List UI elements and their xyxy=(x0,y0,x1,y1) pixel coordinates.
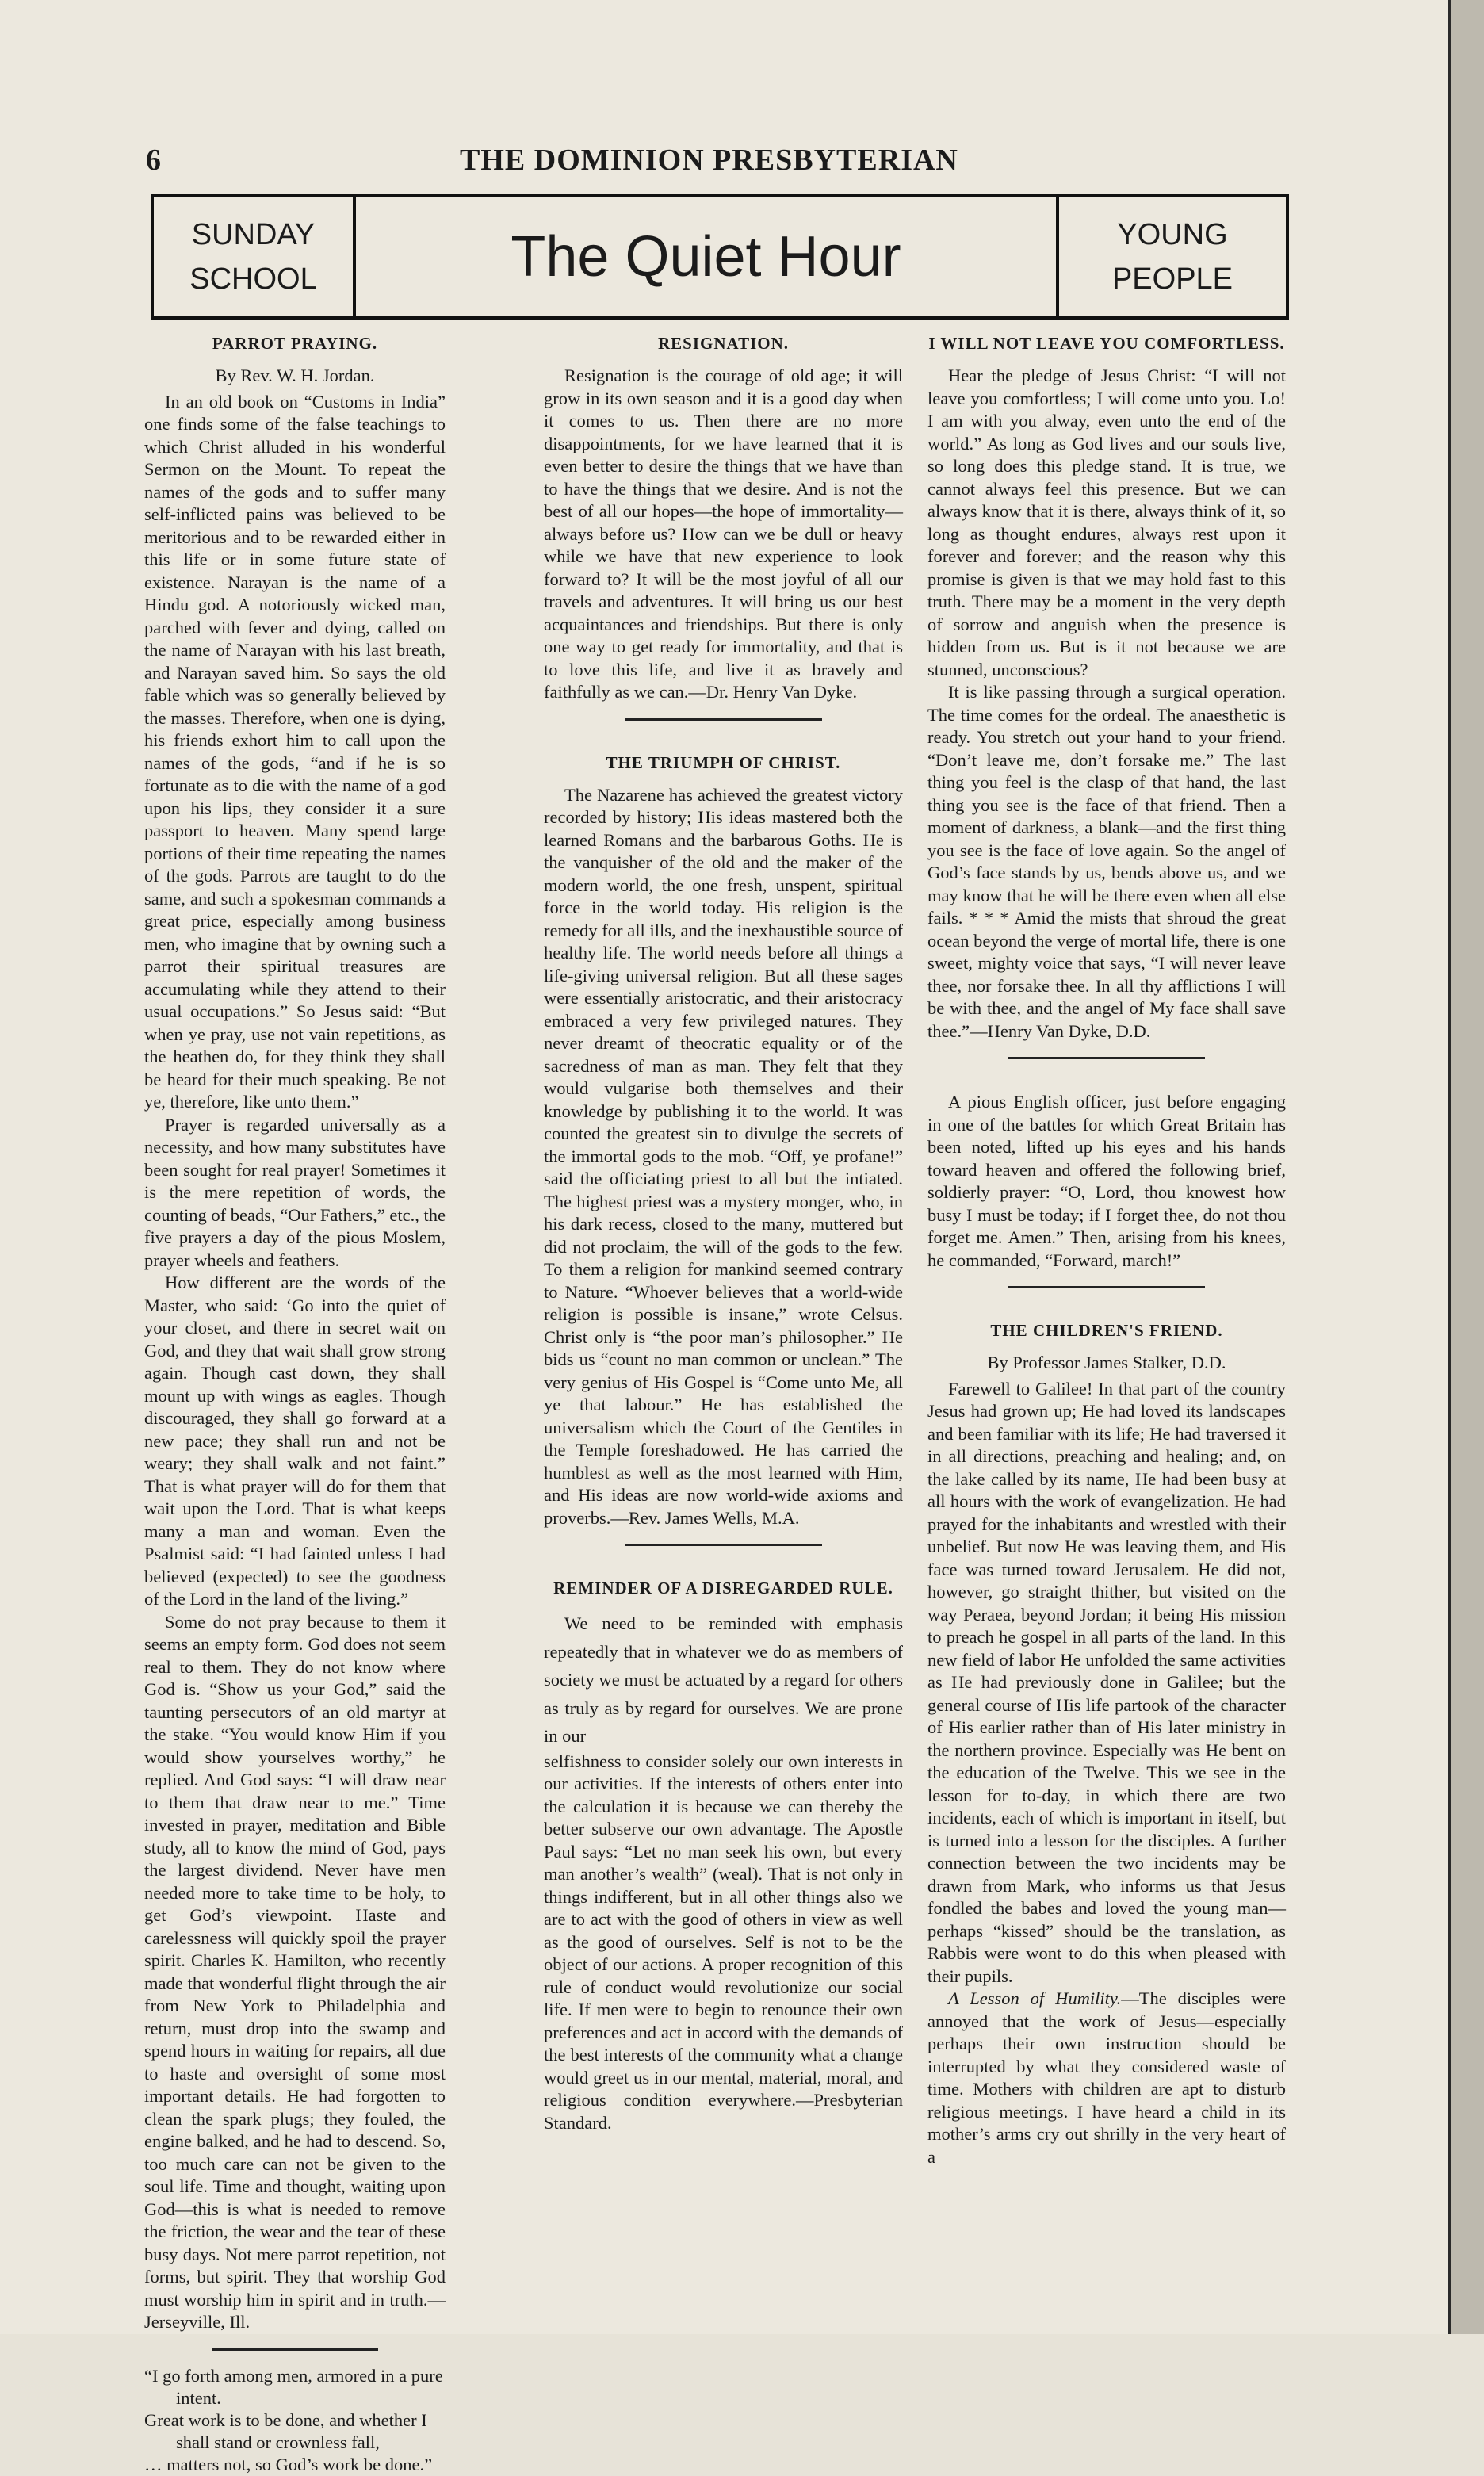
column-3 xyxy=(928,333,1286,2168)
publication-title: THE DOMINION PRESBYTERIAN xyxy=(460,144,958,177)
article-heading-comfortless: I WILL NOT LEAVE YOU COMFORTLESS. xyxy=(928,334,1285,353)
page-number: 6 xyxy=(146,144,161,177)
verse-line-5: … matters not, so God’s work be done.” xyxy=(144,2454,433,2474)
banner-people: PEOPLE xyxy=(1111,262,1233,296)
resignation-text: Resignation is the courage of old age; it will grow in its own season and it is a good day when it comes to us. Then there are no more disappointments, for we have learned that it is even better to desire the things that we have than to have the things that we desire. And is not the best of all our hopes—the hope of immortality—always before us? How can we be dull or heavy while we have that new experience to look forward to? It will be the most joyful of all our travels and adventures. It will bring us our best acquaintances and friendships. But there is only one way to get ready for immortality, and that is to love this life, and live it as bravely and faithfully as we can.—Dr. Henry Van Dyke. xyxy=(544,365,903,702)
byline-jordan: By Rev. W. H. Jordan. xyxy=(215,365,375,385)
banner-title: The Quiet Hour xyxy=(511,225,901,289)
page-edge xyxy=(1451,0,1484,2334)
officer-text: A pious English officer, just before engaging in one of the battles for which Great Britain has been noted, lifted up his eyes and his hands toward heaven and offered the following brief, soldierly prayer: “O, Lord, thou knowest how busy I must be today; if I forget thee, do not thou forget me. Amen.” Then, arising from his knees, he commanded, “Forward, march!” xyxy=(928,1092,1286,1270)
comfortless-paragraph-1: Hear the pledge of Jesus Christ: “I will not leave you comfortless; I will come unto you. Lo! I am with you alway, even unto the end of the world.” As long as God lives and our souls live, so long does this pledge stand. It is true, we cannot always feel this presence. But we can always know that it is there, always think of it, so long as thought endures, always rest upon it forever and forever; and the reason why this promise is given is that we may hold fast to this truth. There may be a moment in the very depth of sorrow and anguish when the presence is hidden from us. But is it not because we are stunned, unconscious? xyxy=(928,365,1286,679)
verse-line-2: intent. xyxy=(176,2387,221,2408)
running-head xyxy=(143,143,1300,190)
column-2 xyxy=(544,333,903,2134)
article-heading-triumph: THE TRIUMPH OF CHRIST. xyxy=(606,752,841,772)
parrot-paragraph-2: Prayer is regarded universally as a necessity, and how many substitutes have been sought for real prayer! Sometimes it is the mere repetition of words, the counting of beads, “Our Fathers,” etc., the five prayers a day of the pious Moslem, prayer wheels and feathers. xyxy=(144,1114,446,1270)
article-heading-friend: THE CHILDREN'S FRIEND. xyxy=(990,1321,1223,1340)
banner-right-box xyxy=(1056,197,1286,316)
section-rule xyxy=(625,718,822,721)
verse-line-4: shall stand or crownless fall, xyxy=(176,2432,380,2452)
byline-stalker: By Professor James Stalker, D.D. xyxy=(987,1353,1226,1372)
column-1 xyxy=(144,333,446,2476)
banner-sunday: SUNDAY xyxy=(191,218,316,251)
parrot-paragraph-3: How different are the words of the Master, who said: ‘Go into the quiet of your closet, and there in secret wait on God, and they that wait shall grow strong again. Though cast down, they shall mount up with wings as eagles. Though discouraged, they shall go forward at a new pace; they shall run and not be weary; they shall walk and not faint.” That is what prayer will do for them that wait upon the Lord. That is what keeps many a man and woman. Even the Psalmist said: “I had fainted unless I had believed (expected) to see the goodness of the Lord in the land of the living.” xyxy=(144,1272,446,1609)
section-rule xyxy=(1008,1057,1206,1059)
article-heading-reminder: REMINDER OF A DISREGARDED RULE. xyxy=(553,1579,893,1598)
reminder-text: selfishness to consider solely our own interests in our activities. If the interests of others enter into the calculation it is because we can thereby the better subserve our own advantage. The Apostle Paul says: “Let no man seek his own, but every man another’s wealth” (weal). That is not only in things indifferent, but in all other things also we are to act with the good of others in view as well as the good of ourselves. Self is not to be the object of our actions. A proper recognition of this rule of conduct would revolutionize our social life. If men were to begin to renounce their own preferences and act in accord with the demands of the best interests of the community what a change would greet us in our mental, material, moral, and religious condition everywhere.—Presbyterian Standard. xyxy=(544,1751,903,2133)
section-rule xyxy=(625,1544,822,1546)
humility-title: A Lesson of Humility. xyxy=(948,1988,1122,2008)
banner-left-box xyxy=(154,197,356,316)
closing-verse xyxy=(144,2365,446,2476)
banner-school: SCHOOL xyxy=(189,262,317,296)
verse-line-3: Great work is to be done, and whether I xyxy=(144,2409,427,2430)
article-heading-parrot: PARROT PRAYING. xyxy=(212,334,378,353)
article-heading-resignation: RESIGNATION. xyxy=(657,334,790,353)
humility-paragraph xyxy=(928,1988,1286,2168)
banner-young: YOUNG xyxy=(1117,218,1228,251)
triumph-text: The Nazarene has achieved the greatest victory recorded by history; His ideas mastered both the learned Romans and the barbarous Goths. He is the vanquisher of the old and the maker of the modern world, the one fresh, unspent, spiritual force in the world today. His religion is the remedy for all ills, and the inexhaustible source of healthy life. The world needs before all things a life-giving universal religion. But all these sages were essentially aristocratic, and their aristocracy embraced a very few privileged natures. They never dreamt of theocratic equality or of the sacredness of man as man. They felt that they would vulgarise both themselves and their knowledge by publishing it to the world. It was counted the greatest sin to divulge the secrets of the immortal gods to the mob. “Off, ye profane!” said the officiating priest to all but the intiated. The highest priest was a mystery monger, who, in his dark recess, closed to the many, muttered but did not proclaim, the will of the gods to the few. To them a religion for mankind seemed contrary to Nature. “Whoever believes that a world-wide religion is possible is insane,” wrote Celsus. Christ only is “the poor man’s philosopher.” He bids us “count no man common or unclean.” The very genius of His Gospel is “Come unto Me, all ye that labour.” He has established the universalism which the Court of the Gentiles in the Temple foreshadowed. He has carried the humblest as well as the most learned with Him, and His ideas are now world-wide axioms and proverbs.—Rev. James Wells, M.A. xyxy=(544,784,903,1528)
section-rule xyxy=(1008,1286,1206,1288)
humility-text: —The disciples were annoyed that the work of Jesus—especially perhaps their own instruction should be interrupted by what they considered waste of time. Mothers with children are apt to disturb religious meetings. I have heard a child in its mother’s arms cry out shrilly in the very heart of a xyxy=(928,1988,1286,2167)
comfortless-paragraph-2: It is like passing through a surgical operation. The time comes for the ordeal. The anaesthetic is ready. You stretch out your hand to your friend. “Don’t leave me, don’t forsake me.” The last thing you feel is the clasp of that hand, the last thing you see is the face of that friend. Then a moment of darkness, a blank—and the first thing you see is the face of love again. So the angel of God’s face stands by us, bends above us, and we may know that he will be there even when all else fails. * * * Amid the mists that shroud the great ocean beyond the verge of mortal life, there is one sweet, mighty voice that says, “I will never leave thee, nor forsake thee. In all thy afflictions I will be with thee, and the angel of My face shall save thee.”—Henry Van Dyke, D.D. xyxy=(928,682,1286,1041)
verse-line-1: “I go forth among men, armored in a pure xyxy=(144,2365,443,2386)
section-rule xyxy=(212,2348,378,2351)
section-banner xyxy=(151,194,1289,320)
parrot-paragraph-1: In an old book on “Customs in India” one finds some of the false teachings to which Christ alluded in his wonderful Sermon on the Mount. To repeat the names of the gods and to suffer many self-inflicted pains was believed to be meritorious and to be rewarded either in this life or in some future state of existence. Narayan is the name of a Hindu god. A notoriously wicked man, parched with fever and dying, called on the name of Narayan with his last breath, and Narayan saved him. So says the old fable which was so generally believed by the masses. Therefore, when one is dying, his friends exhort him to call upon the names of the gods, “and if he is so fortunate as to die with the name of a god upon his lips, they consider it a sure passport to heaven. Many spend large portions of their time repeating the names of the gods. Parrots are taught to do the same, and such a spokesman commands a great price, especially among business men, who imagine that by owning such a parrot their spiritual treasures are accumulating while they attend to their usual occupations.” So Jesus said: “But when ye pray, use not vain repetitions, as the heathen do, for they think they shall be heard for their much speaking. Be not ye, therefore, like unto them.” xyxy=(144,391,446,1112)
parrot-paragraph-4: Some do not pray because to them it seems an empty form. God does not seem real to them. They do not know where God is. “Show us your God,” said the taunting persecutors of an old martyr at the stake. “You would know Him if you would show yourselves worthy,” he replied. And God says: “I will draw near to them that draw near to me.” Time invested in prayer, meditation and Bible study, all to know the mind of God, pays the largest dividend. Never have men needed more to take time to be holy, to get God’s viewpoint. Haste and carelessness will quickly spoil the prayer spirit. Charles K. Hamilton, who recently made that wonderful flight through the air from New York to Philadelphia and return, must drop into the swamp and spend hours in waiting for repairs, all due to haste and oversight of some most important details. He had forgotten to clean the spark plugs; they fouled, the engine balked, and he had to descend. So, too much care can not be given to the soul life. Time and thought, waiting upon God—this is what is needed to remove the friction, the wear and the tear of these busy days. Not mere parrot repetition, not forms, but spirit. They that worship God must worship him in spirit and in truth.—Jerseyville, Ill. xyxy=(144,1611,446,2332)
reminder-text-open: We need to be reminded with emphasis repeatedly that in whatever we do as members of society we must be actuated by a regard for others as truly as by regard for ourselves. We are prone in our xyxy=(544,1613,903,1746)
friend-paragraph: Farewell to Galilee! In that part of the country Jesus had grown up; He had loved its landscapes and been familiar with its life; He had traversed it in all directions, preaching and healing; and, on the lake called by its name, He had been busy at all hours with the work of evangelization. He had prayed for the inhabitants and wrestled with their unbelief. But now He was leaving them, and His face was turned toward Jerusalem. He did not, however, go straight thither, but visited on the way Peraea, beyond Jordan; it being His mission to preach he gospel in all parts of the land. In this new field of labor He unfolded the same activities as He had previously done in Galilee; but the general course of His life partook of the character of His earlier rather than of His later ministry in the northern province. Especially was He bent on the education of the Twelve. This we see in the lesson for to-day, in which there are two incidents, each of which is important in itself, but is turned into a lesson for the disciples. A further connection between the two incidents may be drawn from Mark, who informs us that Jesus fondled the babes and loved the young man—perhaps “kissed” should be the translation, as Rabbis were wont to do this when pleased with their pupils. xyxy=(928,1378,1286,1986)
